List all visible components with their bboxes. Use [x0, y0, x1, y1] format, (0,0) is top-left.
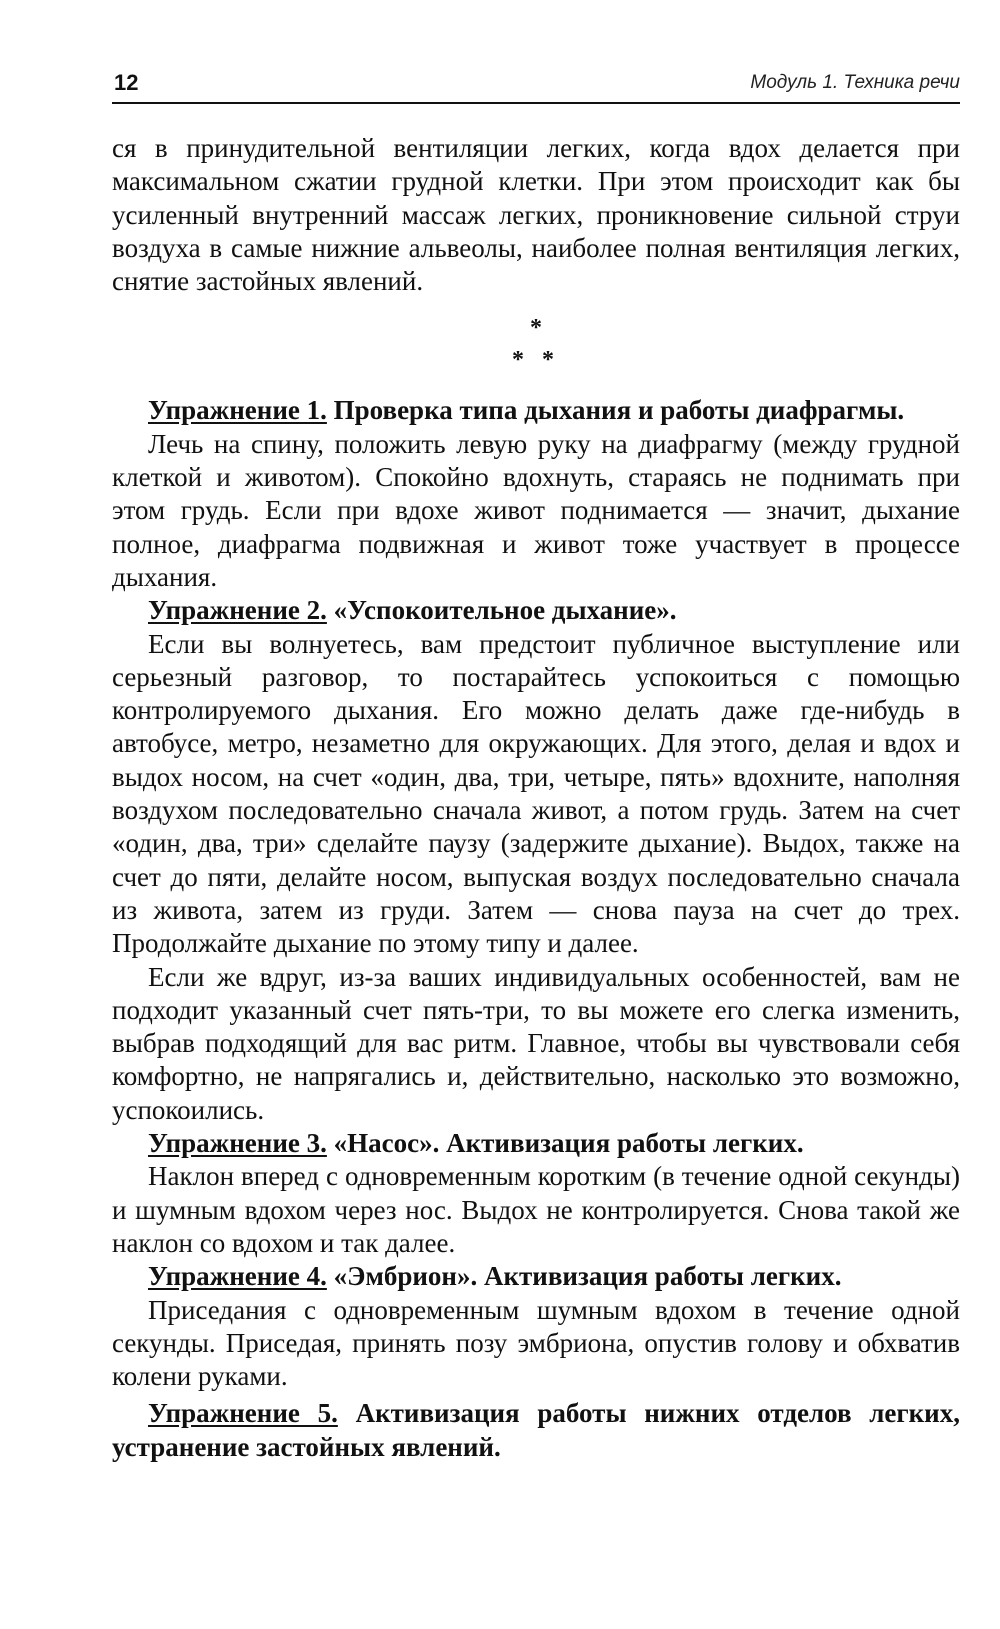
- exercise-4-paragraph: Приседания с одновременным шумным вдохом в течение одной секунды. Приседая, принять позу эмбриона, опустив голову и обхватив колени руками.: [112, 1294, 960, 1392]
- section-separator: [112, 312, 960, 376]
- exercise-1-label: Упражнение 1.: [148, 395, 327, 426]
- exercise-5-title: Активизация работы нижних отделов легких, устранение застойных явлений.: [112, 1398, 960, 1462]
- exercise-5-heading: [112, 1397, 960, 1464]
- exercise-3-label: Упражнение 3.: [148, 1128, 327, 1159]
- separator-top: *: [530, 315, 542, 342]
- exercise-3-title: «Насос». Активизация работы легких.: [333, 1128, 804, 1159]
- running-head: Модуль 1. Техника речи: [750, 72, 960, 93]
- exercise-2-label: Упражнение 2.: [148, 595, 327, 626]
- exercise-1-title: Проверка типа дыхания и работы диафрагмы.: [333, 395, 905, 426]
- exercise-1-heading: [112, 394, 960, 427]
- exercise-2-title: «Успокоительное дыхание».: [333, 595, 677, 626]
- exercise-1-paragraph: Лечь на спину, положить левую руку на диафрагму (между грудной клеткой и животом). Спокойно вдохнуть, стараясь не поднимать при этом грудь. Если при вдохе живот поднимается — значит, дыхание полное, диафрагма подвижная и живот тоже участвует в процессе дыхания.: [112, 428, 960, 592]
- exercise-4-title: «Эмбрион». Активизация работы легких.: [333, 1261, 842, 1292]
- exercise-2-paragraph-2: Если же вдруг, из-за ваших индивидуальных особенностей, вам не подходит указанный счет пять-три, то вы можете его слегка изменить, выбрав подходящий для вас ритм. Главное, чтобы вы чувствовали себя комфортно, не напрягались и, действительно, насколько это возможно, успокоились.: [112, 961, 960, 1125]
- exercise-2-heading: [112, 594, 960, 627]
- separator-bottom: * *: [512, 347, 560, 374]
- exercise-4-label: Упражнение 4.: [148, 1261, 327, 1292]
- intro-paragraph: ся в принудительной вентиляции легких, когда вдох делается при максимальном сжатии грудной клетки. При этом происходит как бы усиленный внутренний массаж легких, проникновение сильной струи воздуха в самые нижние альвеолы, наиболее полная вентиляция легких, снятие застойных явлений.: [112, 133, 960, 297]
- page-body: [112, 132, 960, 1464]
- exercise-2-paragraph-1: Если вы волнуетесь, вам предстоит публичное выступление или серьезный разговор, то постарайтесь успокоиться с помощью контролируемого дыхания. Его можно делать даже где-нибудь в автобусе, метро, незаметно для окружающих. Для этого, делая и вдох и выдох носом, на счет «один, два, три, четыре, пять» вдохните, наполняя воздухом последовательно сначала живот, а потом грудь. Затем на счет «один, два, три» сделайте паузу (задержите дыхание). Выдох, также на счет до пяти, делайте носом, выпуская воздух последовательно сначала из живота, затем из груди. Затем — снова пауза на счет до трех. Продолжайте дыхание по этому типу и далее.: [112, 628, 960, 959]
- exercise-5-label: Упражнение 5.: [148, 1398, 338, 1429]
- exercise-4-heading: [112, 1260, 960, 1293]
- exercise-3-heading: [112, 1127, 960, 1160]
- page-header: [112, 66, 960, 104]
- page-number: 12: [114, 70, 139, 95]
- exercise-3-paragraph: Наклон вперед с одновременным коротким (в течение одной секунды) и шумным вдохом через нос. Выдох не контролируется. Снова такой же наклон со вдохом и так далее.: [112, 1161, 960, 1258]
